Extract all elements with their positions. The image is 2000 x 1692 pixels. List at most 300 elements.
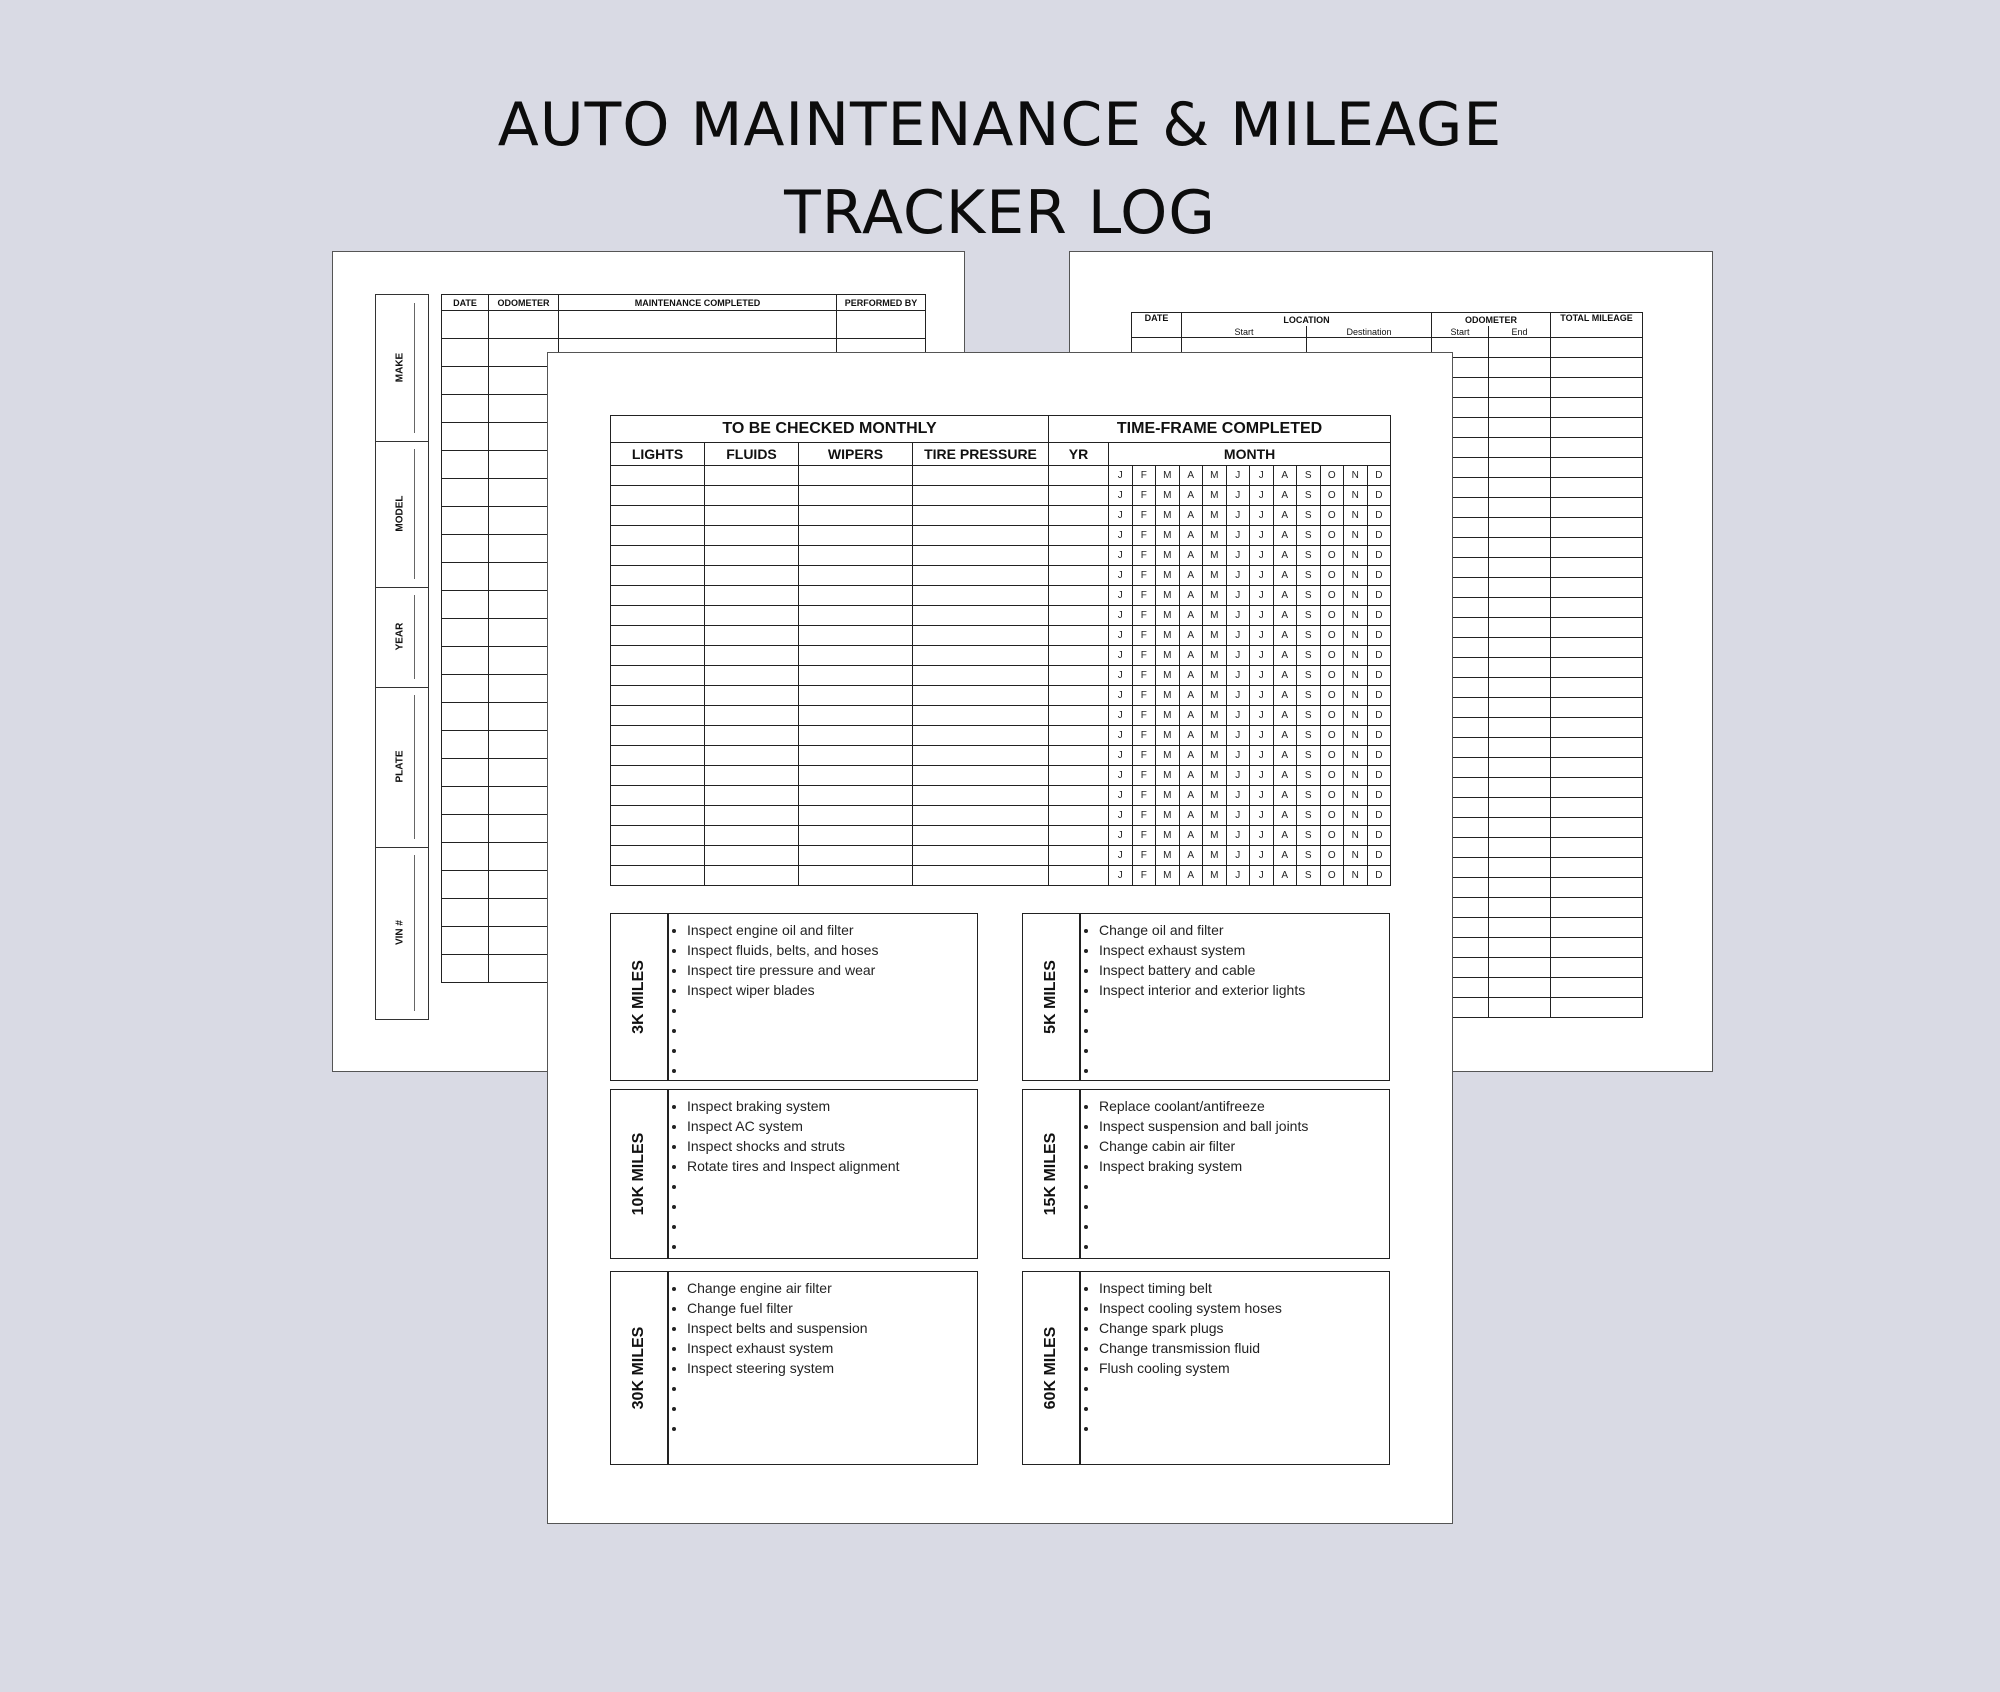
table-cell[interactable] [611,506,705,526]
month-checkbox[interactable]: A [1273,606,1297,626]
month-checkbox[interactable]: F [1132,566,1156,586]
month-checkbox[interactable]: J [1226,646,1250,666]
table-cell[interactable] [705,746,799,766]
month-checkbox[interactable]: D [1367,566,1391,586]
month-checkbox[interactable]: N [1344,766,1368,786]
month-checkbox[interactable]: N [1344,626,1368,646]
month-checkbox[interactable]: A [1179,546,1203,566]
month-checkbox[interactable]: J [1109,666,1133,686]
table-cell[interactable] [1049,866,1109,886]
table-cell[interactable] [1489,838,1551,858]
month-checkbox[interactable]: J [1250,826,1274,846]
table-cell[interactable] [799,866,913,886]
table-cell[interactable] [611,546,705,566]
table-cell[interactable] [1551,818,1643,838]
month-checkbox[interactable]: J [1250,646,1274,666]
table-cell[interactable] [442,731,489,759]
month-checkbox[interactable]: J [1226,686,1250,706]
table-cell[interactable] [1049,506,1109,526]
month-checkbox[interactable]: A [1179,626,1203,646]
table-cell[interactable] [611,586,705,606]
month-checkbox[interactable]: N [1344,806,1368,826]
month-checkbox[interactable]: J [1109,826,1133,846]
table-cell[interactable] [442,675,489,703]
month-checkbox[interactable]: A [1273,646,1297,666]
month-checkbox[interactable]: A [1273,846,1297,866]
table-cell[interactable] [1049,746,1109,766]
table-cell[interactable] [705,506,799,526]
month-checkbox[interactable]: M [1203,786,1227,806]
month-checkbox[interactable]: N [1344,786,1368,806]
month-checkbox[interactable]: F [1132,626,1156,646]
table-cell[interactable] [799,606,913,626]
month-checkbox[interactable]: M [1156,506,1180,526]
month-checkbox[interactable]: J [1250,546,1274,566]
table-cell[interactable] [1551,678,1643,698]
table-cell[interactable] [1551,938,1643,958]
month-checkbox[interactable]: A [1179,486,1203,506]
table-cell[interactable] [1489,338,1551,358]
table-cell[interactable] [705,766,799,786]
month-checkbox[interactable]: J [1250,846,1274,866]
table-cell[interactable] [1489,718,1551,738]
month-checkbox[interactable]: M [1156,626,1180,646]
table-cell[interactable] [1489,878,1551,898]
month-checkbox[interactable]: M [1156,646,1180,666]
month-checkbox[interactable]: A [1273,686,1297,706]
month-checkbox[interactable]: J [1226,526,1250,546]
month-checkbox[interactable]: D [1367,626,1391,646]
month-checkbox[interactable]: O [1320,646,1344,666]
table-cell[interactable] [705,626,799,646]
table-cell[interactable] [442,591,489,619]
table-cell[interactable] [1551,518,1643,538]
table-cell[interactable] [1049,726,1109,746]
table-cell[interactable] [1551,598,1643,618]
month-checkbox[interactable]: A [1273,506,1297,526]
table-cell[interactable] [1489,538,1551,558]
month-checkbox[interactable]: O [1320,786,1344,806]
table-cell[interactable] [1551,638,1643,658]
month-checkbox[interactable]: D [1367,786,1391,806]
table-cell[interactable] [705,726,799,746]
month-checkbox[interactable]: A [1179,466,1203,486]
table-cell[interactable] [442,927,489,955]
table-cell[interactable] [442,843,489,871]
month-checkbox[interactable]: A [1179,846,1203,866]
month-checkbox[interactable]: A [1273,826,1297,846]
table-cell[interactable] [1551,898,1643,918]
month-checkbox[interactable]: J [1250,486,1274,506]
month-checkbox[interactable]: D [1367,606,1391,626]
month-checkbox[interactable]: N [1344,526,1368,546]
month-checkbox[interactable]: N [1344,466,1368,486]
table-cell[interactable] [442,479,489,507]
month-checkbox[interactable]: J [1226,506,1250,526]
table-cell[interactable] [705,646,799,666]
table-cell[interactable] [611,486,705,506]
month-checkbox[interactable]: D [1367,586,1391,606]
table-cell[interactable] [1551,718,1643,738]
table-cell[interactable] [705,866,799,886]
month-checkbox[interactable]: A [1179,706,1203,726]
month-checkbox[interactable]: M [1156,466,1180,486]
month-checkbox[interactable]: M [1156,806,1180,826]
table-cell[interactable] [1489,958,1551,978]
month-checkbox[interactable]: J [1226,806,1250,826]
month-checkbox[interactable]: F [1132,506,1156,526]
month-checkbox[interactable]: F [1132,746,1156,766]
table-cell[interactable] [1551,458,1643,478]
table-cell[interactable] [442,703,489,731]
table-cell[interactable] [1551,658,1643,678]
month-checkbox[interactable]: A [1273,566,1297,586]
month-checkbox[interactable]: J [1226,666,1250,686]
table-cell[interactable] [1049,826,1109,846]
table-cell[interactable] [1551,958,1643,978]
table-cell[interactable] [1049,566,1109,586]
month-checkbox[interactable]: O [1320,706,1344,726]
month-checkbox[interactable]: M [1203,846,1227,866]
table-cell[interactable] [913,506,1049,526]
month-checkbox[interactable]: D [1367,826,1391,846]
table-cell[interactable] [913,786,1049,806]
month-checkbox[interactable]: J [1226,726,1250,746]
table-cell[interactable] [913,586,1049,606]
table-cell[interactable] [1489,518,1551,538]
month-checkbox[interactable]: A [1179,506,1203,526]
month-checkbox[interactable]: A [1273,666,1297,686]
table-cell[interactable] [1049,786,1109,806]
month-checkbox[interactable]: F [1132,826,1156,846]
table-cell[interactable] [913,646,1049,666]
table-cell[interactable] [1489,618,1551,638]
month-checkbox[interactable]: D [1367,506,1391,526]
month-checkbox[interactable]: M [1203,626,1227,646]
month-checkbox[interactable]: J [1109,606,1133,626]
month-checkbox[interactable]: J [1109,626,1133,646]
vehicle-info-write-line[interactable] [414,855,415,1011]
month-checkbox[interactable]: A [1179,606,1203,626]
table-cell[interactable] [913,566,1049,586]
table-cell[interactable] [489,311,559,339]
table-cell[interactable] [1049,586,1109,606]
table-cell[interactable] [1551,558,1643,578]
month-checkbox[interactable]: J [1226,546,1250,566]
table-cell[interactable] [1489,638,1551,658]
table-cell[interactable] [1551,378,1643,398]
table-cell[interactable] [705,806,799,826]
month-checkbox[interactable]: J [1250,686,1274,706]
table-cell[interactable] [442,759,489,787]
table-cell[interactable] [611,466,705,486]
month-checkbox[interactable]: M [1203,666,1227,686]
month-checkbox[interactable]: A [1179,686,1203,706]
month-checkbox[interactable]: N [1344,686,1368,706]
table-cell[interactable] [913,766,1049,786]
table-cell[interactable] [1551,398,1643,418]
month-checkbox[interactable]: J [1109,506,1133,526]
month-checkbox[interactable]: O [1320,686,1344,706]
month-checkbox[interactable]: D [1367,486,1391,506]
month-checkbox[interactable]: F [1132,806,1156,826]
table-cell[interactable] [442,871,489,899]
table-cell[interactable] [1049,606,1109,626]
month-checkbox[interactable]: S [1297,866,1321,886]
month-checkbox[interactable]: S [1297,826,1321,846]
table-cell[interactable] [799,466,913,486]
month-checkbox[interactable]: J [1226,466,1250,486]
month-checkbox[interactable]: A [1273,726,1297,746]
month-checkbox[interactable]: N [1344,546,1368,566]
month-checkbox[interactable]: J [1250,806,1274,826]
month-checkbox[interactable]: M [1156,866,1180,886]
month-checkbox[interactable]: J [1109,746,1133,766]
table-cell[interactable] [611,826,705,846]
month-checkbox[interactable]: F [1132,686,1156,706]
month-checkbox[interactable]: M [1156,706,1180,726]
month-checkbox[interactable]: M [1203,746,1227,766]
table-cell[interactable] [442,899,489,927]
month-checkbox[interactable]: M [1203,546,1227,566]
month-checkbox[interactable]: O [1320,606,1344,626]
table-cell[interactable] [799,566,913,586]
month-checkbox[interactable]: J [1226,706,1250,726]
table-cell[interactable] [611,706,705,726]
month-checkbox[interactable]: M [1203,706,1227,726]
table-cell[interactable] [1489,378,1551,398]
month-checkbox[interactable]: A [1179,826,1203,846]
month-checkbox[interactable]: J [1250,666,1274,686]
vehicle-info-write-line[interactable] [414,303,415,433]
month-checkbox[interactable]: S [1297,606,1321,626]
table-cell[interactable] [1049,766,1109,786]
month-checkbox[interactable]: M [1203,806,1227,826]
month-checkbox[interactable]: J [1109,866,1133,886]
month-checkbox[interactable]: A [1179,526,1203,546]
table-cell[interactable] [705,486,799,506]
month-checkbox[interactable]: A [1273,526,1297,546]
month-checkbox[interactable]: S [1297,546,1321,566]
month-checkbox[interactable]: N [1344,666,1368,686]
table-cell[interactable] [1489,818,1551,838]
month-checkbox[interactable]: J [1250,726,1274,746]
table-cell[interactable] [442,507,489,535]
month-checkbox[interactable]: F [1132,526,1156,546]
table-cell[interactable] [1551,998,1643,1018]
table-cell[interactable] [799,846,913,866]
table-cell[interactable] [799,646,913,666]
month-checkbox[interactable]: M [1156,766,1180,786]
table-cell[interactable] [705,466,799,486]
month-checkbox[interactable]: J [1109,706,1133,726]
month-checkbox[interactable]: D [1367,666,1391,686]
table-cell[interactable] [1489,898,1551,918]
month-checkbox[interactable]: N [1344,706,1368,726]
month-checkbox[interactable]: F [1132,726,1156,746]
table-cell[interactable] [913,606,1049,626]
month-checkbox[interactable]: M [1156,826,1180,846]
month-checkbox[interactable]: F [1132,846,1156,866]
month-checkbox[interactable]: A [1179,746,1203,766]
month-checkbox[interactable]: D [1367,646,1391,666]
month-checkbox[interactable]: O [1320,486,1344,506]
table-cell[interactable] [1049,666,1109,686]
table-cell[interactable] [705,586,799,606]
month-checkbox[interactable]: F [1132,706,1156,726]
table-cell[interactable] [705,566,799,586]
table-cell[interactable] [442,451,489,479]
month-checkbox[interactable]: J [1109,846,1133,866]
table-cell[interactable] [799,546,913,566]
month-checkbox[interactable]: S [1297,746,1321,766]
table-cell[interactable] [1551,838,1643,858]
month-checkbox[interactable]: O [1320,466,1344,486]
table-cell[interactable] [913,486,1049,506]
month-checkbox[interactable]: S [1297,626,1321,646]
month-checkbox[interactable]: J [1226,586,1250,606]
month-checkbox[interactable]: J [1226,766,1250,786]
month-checkbox[interactable]: A [1179,566,1203,586]
month-checkbox[interactable]: D [1367,526,1391,546]
month-checkbox[interactable]: M [1156,606,1180,626]
table-cell[interactable] [705,686,799,706]
month-checkbox[interactable]: F [1132,586,1156,606]
month-checkbox[interactable]: A [1273,466,1297,486]
month-checkbox[interactable]: O [1320,766,1344,786]
table-cell[interactable] [1551,478,1643,498]
month-checkbox[interactable]: S [1297,666,1321,686]
table-cell[interactable] [705,526,799,546]
month-checkbox[interactable]: J [1250,506,1274,526]
table-cell[interactable] [1489,458,1551,478]
table-cell[interactable] [1551,578,1643,598]
table-cell[interactable] [1551,858,1643,878]
table-cell[interactable] [705,706,799,726]
table-cell[interactable] [913,746,1049,766]
month-checkbox[interactable]: O [1320,726,1344,746]
month-checkbox[interactable]: O [1320,526,1344,546]
table-cell[interactable] [611,786,705,806]
table-cell[interactable] [1489,998,1551,1018]
month-checkbox[interactable]: J [1250,786,1274,806]
month-checkbox[interactable]: F [1132,466,1156,486]
table-cell[interactable] [442,955,489,983]
table-cell[interactable] [1489,578,1551,598]
table-cell[interactable] [799,586,913,606]
table-cell[interactable] [799,486,913,506]
table-cell[interactable] [1551,878,1643,898]
month-checkbox[interactable]: D [1367,546,1391,566]
month-checkbox[interactable]: J [1250,626,1274,646]
table-cell[interactable] [799,626,913,646]
month-checkbox[interactable]: M [1156,526,1180,546]
table-cell[interactable] [611,746,705,766]
table-cell[interactable] [913,526,1049,546]
table-cell[interactable] [611,726,705,746]
month-checkbox[interactable]: S [1297,786,1321,806]
table-cell[interactable] [1049,466,1109,486]
month-checkbox[interactable]: S [1297,566,1321,586]
table-cell[interactable] [913,826,1049,846]
table-cell[interactable] [705,666,799,686]
month-checkbox[interactable]: A [1273,586,1297,606]
month-checkbox[interactable]: M [1203,586,1227,606]
month-checkbox[interactable]: A [1273,746,1297,766]
month-checkbox[interactable]: M [1203,766,1227,786]
table-cell[interactable] [611,866,705,886]
table-cell[interactable] [799,686,913,706]
month-checkbox[interactable]: A [1273,706,1297,726]
month-checkbox[interactable]: J [1109,526,1133,546]
month-checkbox[interactable]: J [1109,646,1133,666]
month-checkbox[interactable]: A [1179,666,1203,686]
month-checkbox[interactable]: D [1367,766,1391,786]
month-checkbox[interactable]: J [1250,746,1274,766]
table-cell[interactable] [1551,358,1643,378]
month-checkbox[interactable]: M [1203,826,1227,846]
month-checkbox[interactable]: J [1250,866,1274,886]
month-checkbox[interactable]: J [1109,786,1133,806]
table-cell[interactable] [1049,806,1109,826]
table-cell[interactable] [559,311,837,339]
table-cell[interactable] [1551,978,1643,998]
month-checkbox[interactable]: M [1156,566,1180,586]
month-checkbox[interactable]: J [1250,466,1274,486]
table-cell[interactable] [1489,698,1551,718]
table-cell[interactable] [913,706,1049,726]
month-checkbox[interactable]: M [1203,686,1227,706]
month-checkbox[interactable]: J [1109,686,1133,706]
table-cell[interactable] [1049,526,1109,546]
table-cell[interactable] [913,726,1049,746]
month-checkbox[interactable]: N [1344,646,1368,666]
month-checkbox[interactable]: F [1132,486,1156,506]
table-cell[interactable] [1489,358,1551,378]
month-checkbox[interactable]: M [1203,606,1227,626]
table-cell[interactable] [837,311,926,339]
month-checkbox[interactable]: M [1156,666,1180,686]
table-cell[interactable] [1489,858,1551,878]
month-checkbox[interactable]: D [1367,706,1391,726]
month-checkbox[interactable]: D [1367,466,1391,486]
table-cell[interactable] [913,846,1049,866]
table-cell[interactable] [442,619,489,647]
month-checkbox[interactable]: J [1226,786,1250,806]
table-cell[interactable] [1489,778,1551,798]
table-cell[interactable] [442,563,489,591]
table-cell[interactable] [1551,438,1643,458]
month-checkbox[interactable]: A [1179,646,1203,666]
table-cell[interactable] [1049,546,1109,566]
table-cell[interactable] [799,806,913,826]
table-cell[interactable] [1551,498,1643,518]
month-checkbox[interactable]: N [1344,606,1368,626]
table-cell[interactable] [1551,758,1643,778]
month-checkbox[interactable]: S [1297,466,1321,486]
table-cell[interactable] [913,686,1049,706]
month-checkbox[interactable]: F [1132,606,1156,626]
vehicle-info-write-line[interactable] [414,449,415,579]
month-checkbox[interactable]: F [1132,546,1156,566]
month-checkbox[interactable]: O [1320,566,1344,586]
table-cell[interactable] [913,466,1049,486]
month-checkbox[interactable]: A [1179,726,1203,746]
table-cell[interactable] [1489,738,1551,758]
month-checkbox[interactable]: O [1320,586,1344,606]
table-cell[interactable] [442,339,489,367]
month-checkbox[interactable]: J [1109,766,1133,786]
